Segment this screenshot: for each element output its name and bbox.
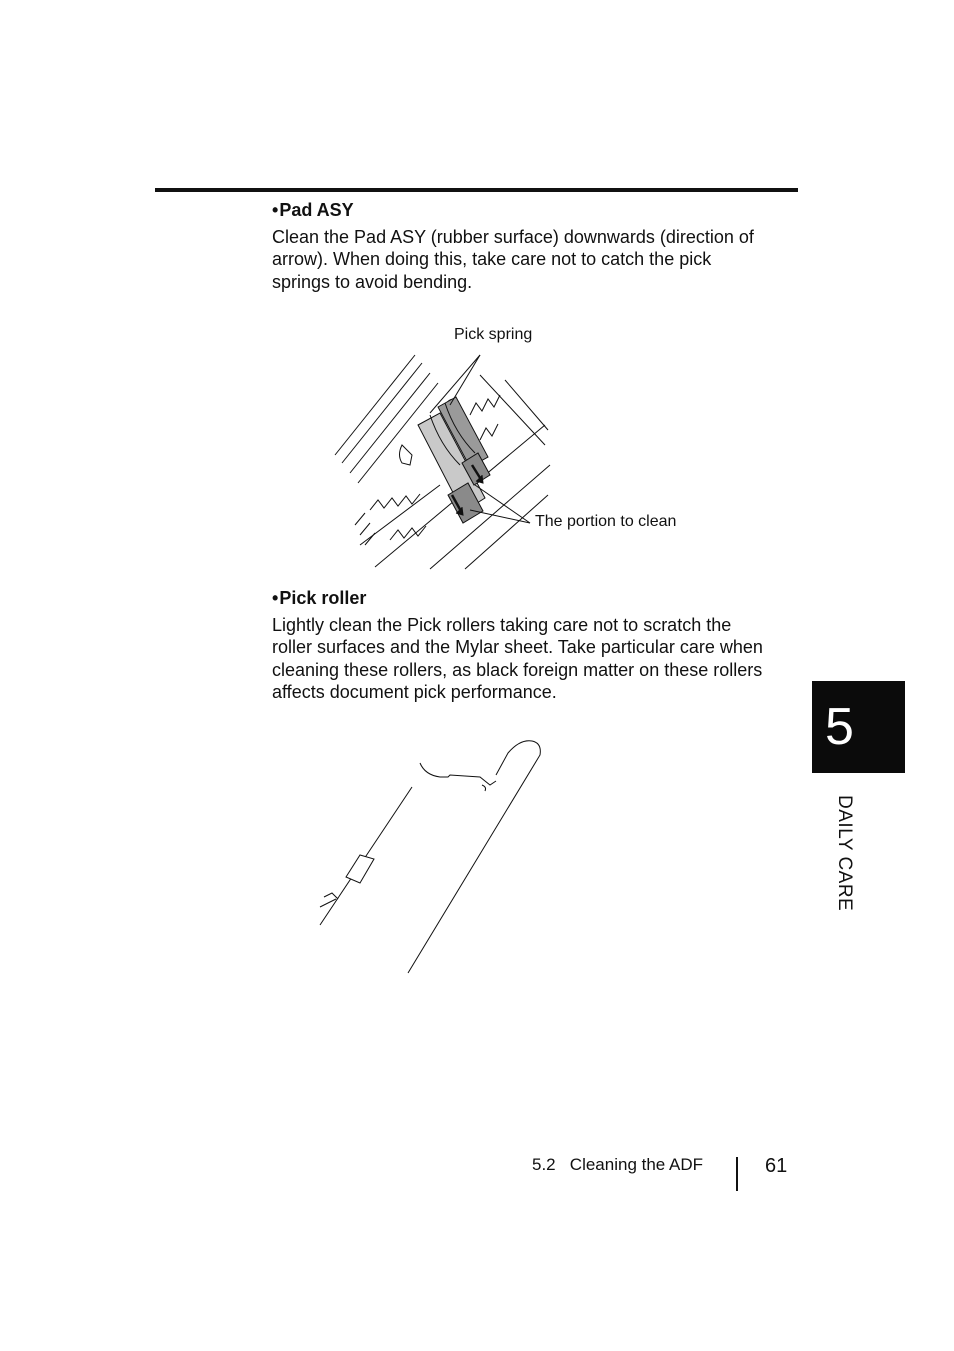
chapter-number: 5 — [825, 698, 854, 756]
bullet: • — [272, 200, 279, 220]
paragraph-line: affects document pick performance. — [272, 681, 557, 702]
paragraph-line: Clean the Pad ASY (rubber surface) downwards (direction of — [272, 227, 754, 247]
bullet: • — [272, 588, 279, 608]
pick-roller-heading — [272, 588, 366, 609]
pick-roller-illustration — [310, 735, 550, 980]
chapter-title: DAILY CARE — [834, 795, 855, 912]
paragraph-line: Lightly clean the Pick rollers taking care not to scratch the — [272, 615, 732, 635]
footer-divider — [736, 1157, 738, 1191]
paragraph-line: cleaning these rollers, as black foreign matter on these rollers — [272, 659, 763, 680]
paragraph-line: roller surfaces and the Mylar sheet. Take particular care when — [272, 637, 763, 658]
pad-asy-heading — [272, 200, 354, 221]
pick-spring-label: Pick spring — [454, 326, 533, 343]
pad-asy-illustration — [330, 345, 555, 575]
pick-roller-heading-text: Pick roller — [279, 588, 367, 608]
pick-roller-paragraph — [272, 614, 797, 703]
footer-section-title: 5.2 Cleaning the ADF — [532, 1155, 704, 1174]
paragraph-line: springs to avoid bending. — [272, 271, 473, 292]
chapter-tab — [812, 681, 905, 773]
page-number: 61 — [765, 1155, 788, 1177]
pad-asy-paragraph — [272, 226, 797, 293]
top-rule — [155, 188, 798, 192]
portion-to-clean-label: The portion to clean — [535, 513, 677, 530]
pad-asy-heading-text: Pad ASY — [279, 200, 354, 220]
paragraph-line: arrow). When doing this, take care not to catch the pick — [272, 249, 712, 270]
